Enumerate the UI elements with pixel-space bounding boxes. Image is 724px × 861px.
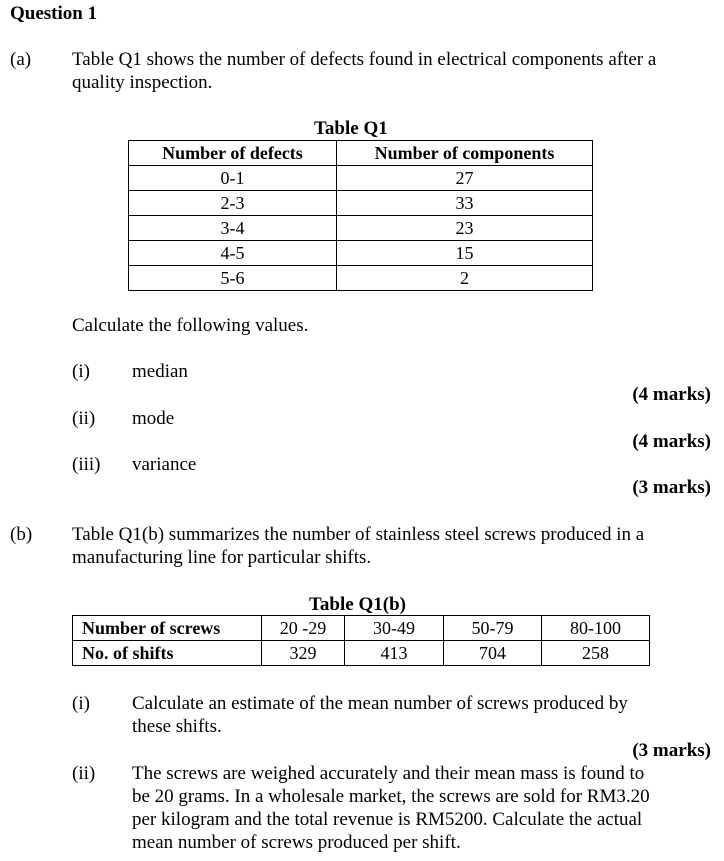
table-cell: 3-4 xyxy=(129,216,337,241)
table-cell: 30-49 xyxy=(345,616,444,641)
table-q1b xyxy=(72,615,650,666)
part-a-item-iii-num: (iii) xyxy=(72,454,101,475)
table-q1b-title: Table Q1(b) xyxy=(309,594,406,615)
part-b-item-ii-line2: be 20 grams. In a wholesale market, the screws are sold for RM3.20 xyxy=(132,786,650,807)
table-row xyxy=(129,191,593,216)
table-cell: 258 xyxy=(542,641,650,666)
table-cell: 27 xyxy=(337,166,593,191)
table-cell: 80-100 xyxy=(542,616,650,641)
part-a-item-iii-text: variance xyxy=(132,454,197,475)
part-b-item-ii-line1: The screws are weighed accurately and their mean mass is found to xyxy=(132,763,645,784)
table-row xyxy=(129,266,593,291)
table-cell: 5-6 xyxy=(129,266,337,291)
part-a-instruction: Calculate the following values. xyxy=(72,315,309,336)
table-row xyxy=(73,641,650,666)
table-q1-title: Table Q1 xyxy=(314,118,388,139)
table-q1b-header-shifts: No. of shifts xyxy=(73,641,262,666)
part-b-intro-line2: manufacturing line for particular shifts. xyxy=(72,547,372,568)
table-cell: 413 xyxy=(345,641,444,666)
part-a-intro-line1: Table Q1 shows the number of defects found in electrical components after a xyxy=(72,49,657,70)
table-row xyxy=(129,166,593,191)
table-cell: 329 xyxy=(262,641,345,666)
part-a-item-ii-num: (ii) xyxy=(72,408,96,429)
part-b-intro-line1: Table Q1(b) summarizes the number of stainless steel screws produced in a xyxy=(72,524,645,545)
part-b-item-ii-line4: mean number of screws produced per shift. xyxy=(132,832,461,853)
table-cell: 2 xyxy=(337,266,593,291)
part-a-item-iii-marks: (3 marks) xyxy=(632,477,711,498)
table-q1 xyxy=(128,140,593,291)
part-b-label: (b) xyxy=(10,524,33,545)
table-row xyxy=(129,241,593,266)
table-cell: 20 -29 xyxy=(262,616,345,641)
part-b-item-ii-line3: per kilogram and the total revenue is RM5200. Calculate the actual xyxy=(132,809,643,830)
part-a-item-i-marks: (4 marks) xyxy=(632,384,711,405)
part-b-item-i-line2: these shifts. xyxy=(132,716,222,737)
table-cell: 23 xyxy=(337,216,593,241)
table-q1b-header-screws: Number of screws xyxy=(73,616,262,641)
table-row xyxy=(73,616,650,641)
table-cell: 50-79 xyxy=(444,616,542,641)
part-a-item-i-text: median xyxy=(132,361,188,382)
part-b-item-i-line1: Calculate an estimate of the mean number of screws produced by xyxy=(132,693,628,714)
table-q1-header-defects: Number of defects xyxy=(129,141,337,166)
part-a-item-i-num: (i) xyxy=(72,361,90,382)
table-cell: 0-1 xyxy=(129,166,337,191)
table-cell: 2-3 xyxy=(129,191,337,216)
part-a-label: (a) xyxy=(10,49,32,70)
table-row xyxy=(129,216,593,241)
table-cell: 4-5 xyxy=(129,241,337,266)
part-b-item-i-marks: (3 marks) xyxy=(632,740,711,761)
table-cell: 15 xyxy=(337,241,593,266)
part-b-item-i-num: (i) xyxy=(72,693,90,714)
part-a-item-ii-marks: (4 marks) xyxy=(632,431,711,452)
table-cell: 704 xyxy=(444,641,542,666)
question-title: Question 1 xyxy=(10,3,98,24)
part-a-item-ii-text: mode xyxy=(132,408,175,429)
table-cell: 33 xyxy=(337,191,593,216)
part-b-item-ii-num: (ii) xyxy=(72,763,96,784)
table-q1-header-components: Number of components xyxy=(337,141,593,166)
part-a-intro-line2: quality inspection. xyxy=(72,72,213,93)
